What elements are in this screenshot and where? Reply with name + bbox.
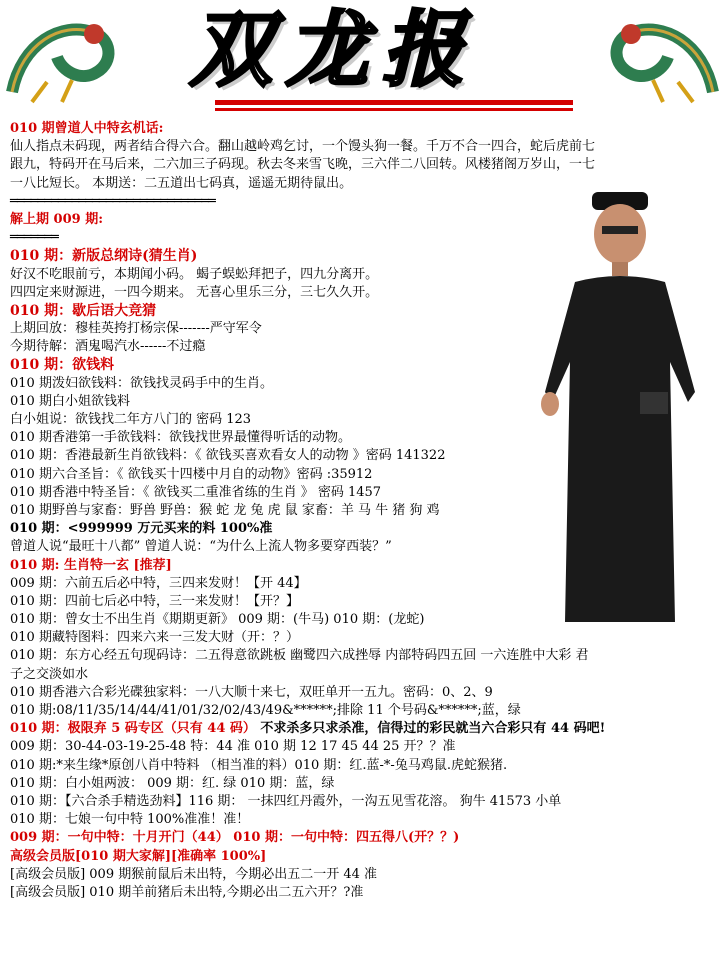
text-line: 010 期：东方心经五句现码诗：二五得意欲跳板 幽鹭四六成挫辱 内部特码四五回 一六连胜中大彩 君 [10,648,589,664]
text-line: 010 期：四前七后必中特，三一来发财！【开？】 [10,593,299,609]
title-underline [215,108,573,111]
text-line: 白小姐说：欲钱找二年方八门的 密码 123 [10,412,252,427]
text-line: 010 期泼妇欲钱料：欲钱找灵码手中的生肖。 [10,375,273,391]
text-line: 010 期: 生肖特一玄 [推荐] [10,557,172,573]
text-line: 010 期香港六合彩光碟独家料：一八大顺十来七，双旺单开一五九。密码：0、2、9 [10,684,493,700]
text-line: 四四定来财源进，一四今期来。 无喜心里乐三分，三七久久开。 [10,284,379,300]
text-line: ══════════════════════════════ [10,193,215,209]
text-line: 010 期野兽与家畜：野兽 野兽：猴 蛇 龙 兔 虎 鼠 家畜：羊 马 牛 猪 狗 鸡 [10,502,440,518]
text-line: 010 期：歇后语大竞猜 [10,302,157,319]
text-line: 010 期：七娘一句中特 100%准准！准！ [10,812,250,828]
text-line: 010 期白小姐欲钱料 [10,393,130,409]
text-line: 解上期 009 期: [10,211,103,227]
text-line: 010 期香港中特圣旨：《 欲钱买二重准省练的生肖 》 密码 1457 [10,484,382,500]
text-line: 010 期:08/11/35/14/44/41/01/32/02/43/49&******;排除 11 个号码&******;蓝，绿 [10,703,521,718]
text-line: 010 期曾道人中特玄机话: [10,121,164,136]
text-line: 今期待解：酒鬼喝汽水------不过瘾 [10,339,206,355]
text-line [10,720,715,738]
text-line: 一八比短长。 本期送：二五道出七码真，遥遥无期待鼠出。 [10,175,353,191]
text-line: [高级会员版] 010 期羊前猪后未出特,今期必出二五六开？?准 [10,884,364,900]
text-line: 010 期香港第一手欲钱料：欲钱找世界最懂得听话的动物。 [10,430,351,446]
text-line: 010 期藏特图料：四来六来一三发大财（开：？） [10,630,299,646]
text-line: 010 期：【六合杀手精选劲料】116 期： 一抹四红丹霞外，一沟五见雪花溶。 狗牛 41573 小单 [10,793,562,809]
text-line: 009 期：30-44-03-19-25-48 特：44 准 010 期 12 17 45 44 25 开？？准 [10,739,456,755]
title-underline [215,100,573,105]
text-line: ═══════ [10,230,58,246]
text-line: 010 期：<999999 万元买来的料 100%准 [10,521,273,537]
text-line: 010 期：曾女士不出生肖《期期更新》 009 期：(牛马) 010 期：(龙蛇) [10,612,425,628]
text-line: 009 期：一句中特：十月开门（44） 010 期：一句中特：四五得八(开？？) [10,830,460,846]
text-line: 曾道人说“最旺十八都” 曾道人说：“为什么上流人物多要穿西装？” [10,539,392,555]
dragon-icon [2,2,122,112]
text-line: 010 期：香港最新生肖欲钱料：《 欲钱买喜欢看女人的动物 》密码 141322 [10,448,446,464]
text-line: 好汉不吃眼前亏，本期闻小码。 蝎子蜈蚣拜把子，四九分离开。 [10,266,379,282]
text-line: 跟九，特码开在马后来，二六加三子码现。秋去冬来雪飞晚，三六伴二八回转。风楼猪阁万岁山，一七 [10,157,596,173]
page-header [0,0,725,118]
page-title: 双龙报 [190,3,478,98]
text-line: 010 期六合圣旨：《 欲钱买十四楼中月自的动物》密码 :35912 [10,466,373,482]
dragon-icon [603,2,723,112]
highlight-text: 010 期：极限弃 5 码专区（只有 44 码） [10,721,256,737]
article-body [10,120,715,902]
text-line: 010 期:*来生缘*原创八肖中特料 （相当准的料）010 期：红.蓝-*-兔马鸡鼠.虎蛇猴猪. [10,757,508,773]
text-line: 上期回放：穆桂英挎打杨宗保-------严守军令 [10,321,262,337]
text-line: 子之交淡如水 [10,666,89,682]
text-line: 010 期：白小姐两波： 009 期：红. 绿 010 期：蓝，绿 [10,775,335,791]
text-line: 010 期：新版总纲诗(猜生肖) [10,248,198,265]
text-line: 010 期：欲钱料 [10,357,115,374]
body-text: 不求杀多只求杀准，信得过的彩民就当六合彩只有 44 码吧! [255,721,606,737]
text-line: 仙人指点未码现，两者结合得六合。翻山越岭鸡乞讨，一个馒头狗一餐。千万不合一四合，蛇后虎前七 [10,139,596,155]
text-line: 高级会员版[010 期大家解][准确率 100%] [10,848,267,864]
text-line: 009 期：六前五后必中特，三四来发财！【开 44】 [10,575,307,591]
text-line: [高级会员版] 009 期猴前鼠后未出特，今期必出五二一开 44 准 [10,866,378,882]
